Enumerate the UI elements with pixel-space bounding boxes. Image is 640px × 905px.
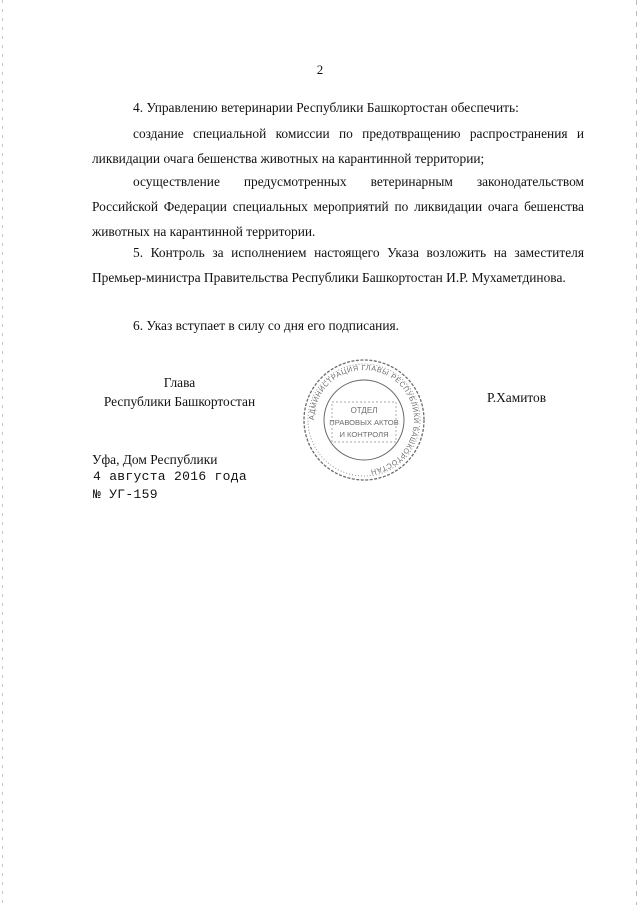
paragraph-item-5: 5. Контроль за исполнением настоящего Указа возложить на заместителя Премьер-министра Правительства Республики Башкортостан И.Р. Мухаметдинова. xyxy=(92,245,584,285)
paragraph-item-6: 6. Указ вступает в силу со дня его подписания. xyxy=(133,318,400,333)
decree-date: 4 августа 2016 года xyxy=(93,469,247,484)
signatory-title-line2: Республики Башкортостан xyxy=(103,394,256,409)
page-number: 2 xyxy=(316,62,324,77)
place-of-signing: Уфа, Дом Республики xyxy=(92,452,218,467)
scan-edge-left xyxy=(2,0,3,905)
stamp-line-1: ОТДЕЛ xyxy=(350,406,378,415)
official-stamp xyxy=(300,356,428,484)
paragraph-commission: создание специальной комиссии по предотвращению распространения и ликвидации очага бешенства животных на карантинной территории; xyxy=(92,126,584,166)
stamp-line-2: ПРАВОВЫХ АКТОВ xyxy=(329,418,399,427)
signatory-name: Р.Хамитов xyxy=(487,390,547,405)
stamp-ring-text: АДМИНИСТРАЦИЯ ГЛАВЫ РЕСПУБЛИКИ БАШКОРТОСТАН xyxy=(306,362,422,477)
signatory-title-line1: Глава xyxy=(163,375,196,390)
scan-edge-right xyxy=(636,0,637,905)
signatory-title xyxy=(92,373,267,411)
decree-number: № УГ-159 xyxy=(93,487,158,502)
stamp-line-3: И КОНТРОЛЯ xyxy=(339,430,389,439)
paragraph-measures: осуществление предусмотренных ветеринарным законодательством Российской Федерации специальных мероприятий по ликвидации очага бешенства животных на карантинной территории. xyxy=(92,174,584,239)
paragraph-item-4: 4. Управлению ветеринарии Республики Башкортостан обеспечить: xyxy=(133,100,519,115)
